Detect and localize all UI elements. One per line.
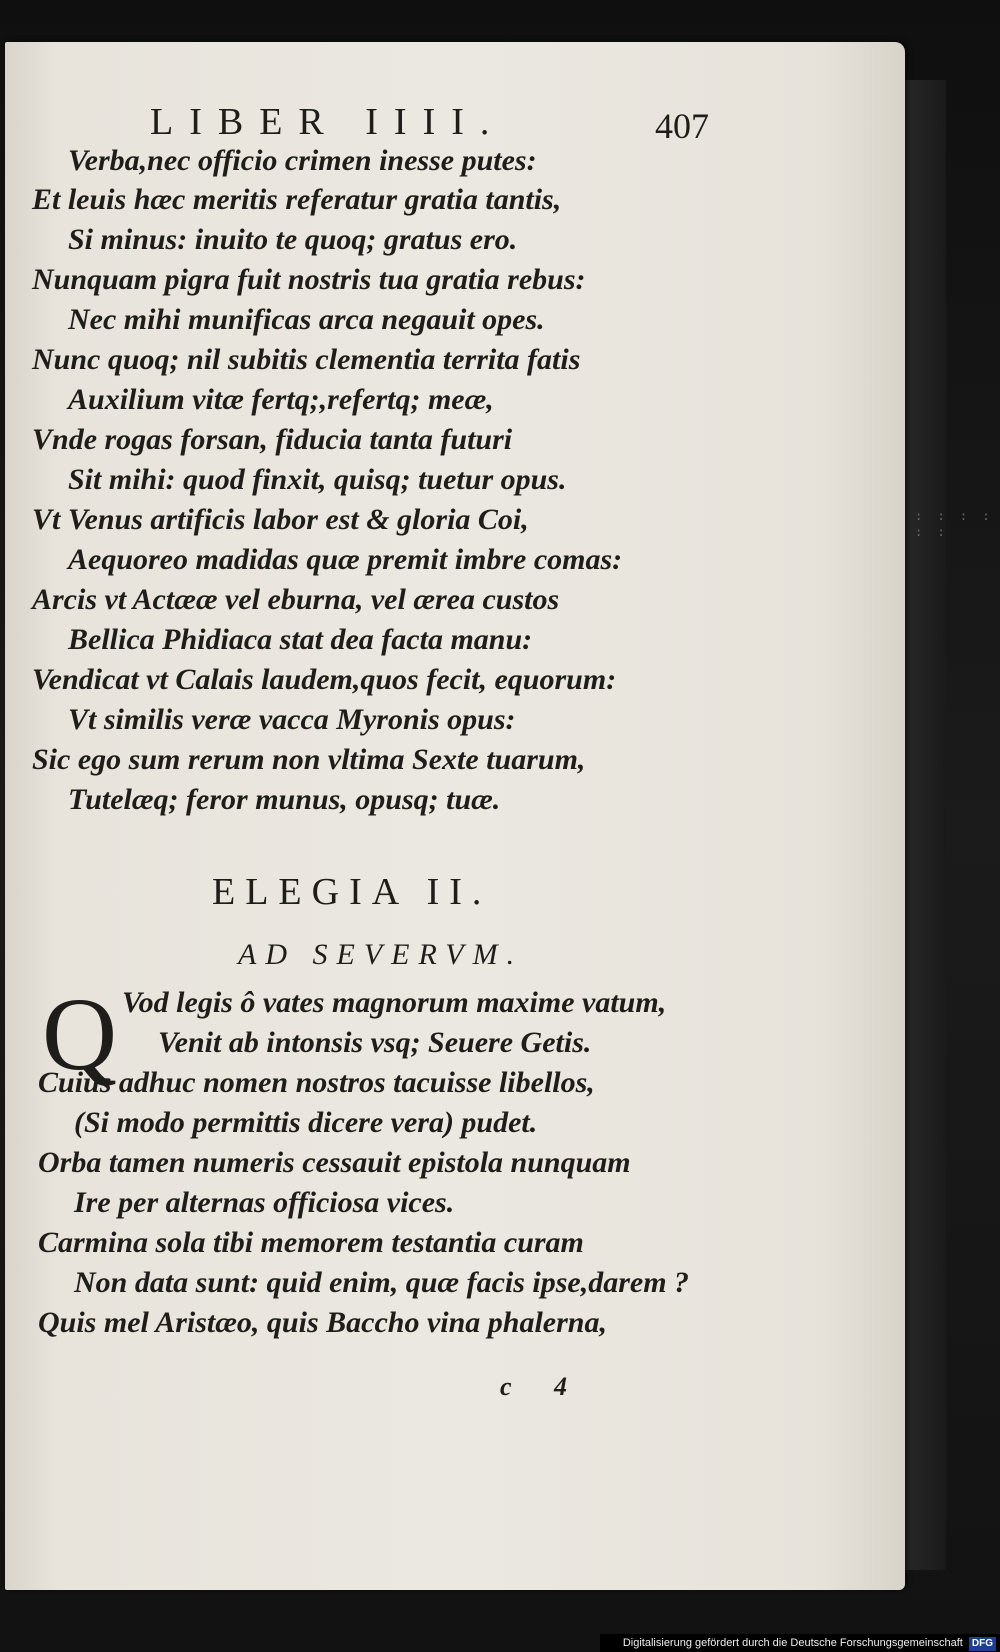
verse-line: Vt Venus artificis labor est & gloria Coi, [32,503,529,536]
page-edge-marks: : : : : : : [915,509,994,539]
verse-line: Quis mel Aristæo, quis Baccho vina phalerna, [38,1306,607,1339]
verse-line: Vendicat vt Calais laudem,quos fecit, equorum: [32,663,617,696]
verse-line: Nec mihi munificas arca negauit opes. [68,303,545,336]
verse-line: Venit ab intonsis vsq; Seuere Getis. [158,1026,592,1059]
verse-line: Vt similis veræ vacca Myronis opus: [68,703,516,736]
verse-line: Sit mihi: quod finxit, quisq; tuetur opus. [68,463,567,496]
digitization-credit [600,1634,1000,1652]
drop-cap: Q [42,977,118,1092]
dfg-logo: DFG [969,1637,996,1651]
verse-line: Sic ego sum rerum non vltima Sexte tuarum, [32,743,586,776]
section-subheading: AD SEVERVM. [238,938,524,971]
verse-line: Tutelæq; feror munus, opusq; tuæ. [68,783,501,816]
verse-line: Si minus: inuito te quoq; gratus ero. [68,223,518,256]
verse-line: Bellica Phidiaca stat dea facta manu: [68,623,533,656]
verse-line: Vnde rogas forsan, fiducia tanta futuri [32,423,513,456]
verse-line: Nunc quoq; nil subitis clementia territa fatis [32,343,581,376]
verse-line: Auxilium vitæ fertq;,refertq; meæ, [68,383,494,416]
verse-line: Nunquam pigra fuit nostris tua gratia rebus: [32,263,586,296]
verse-line: Aequoreo madidas quæ premit imbre comas: [68,543,623,576]
verse-line: Arcis vt Actææ vel eburna, vel ærea custos [32,583,560,616]
verse-line: (Si modo permittis dicere vera) pudet. [74,1106,538,1139]
verse-line: Ire per alternas officiosa vices. [74,1186,455,1219]
page-number: 407 [655,106,709,146]
running-header: LIBER IIII. [150,101,506,143]
credit-text: Digitalisierung gefördert durch die Deutsche Forschungsgemeinschaft [622,1637,963,1649]
book-fore-edge [900,80,946,1570]
verse-line: Et leuis hæc meritis referatur gratia tantis, [32,183,562,216]
verse-line: Non data sunt: quid enim, quæ facis ipse,darem ? [74,1266,690,1299]
section-heading: ELEGIA II. [212,871,492,913]
verse-line: Orba tamen numeris cessauit epistola nunquam [38,1146,631,1179]
verse-line: Cuius adhuc nomen nostros tacuisse libellos, [38,1066,595,1099]
verse-line: Vod legis ô vates magnorum maxime vatum, [122,986,667,1019]
verse-line: Carmina sola tibi memorem testantia curam [38,1226,584,1259]
verse-line: Verba,nec officio crimen inesse putes: [68,144,537,177]
signature-mark: c 4 [500,1372,586,1401]
